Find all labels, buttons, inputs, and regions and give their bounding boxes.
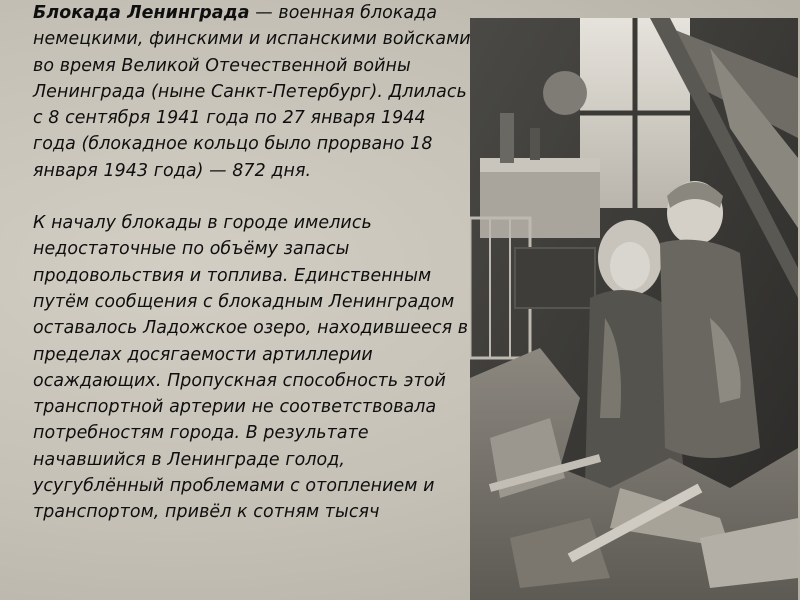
photo-illustration xyxy=(470,18,798,600)
paragraph-1 xyxy=(33,0,473,184)
paragraph-2: К началу блокады в городе имелись недостаточные по объёму запасы продовольствия и топлива. Единственным путём сообщения с блокадным Ленинградом оставалось Ладожское озеро, находившееся в пределах досягаемости артиллерии осаждающих. Пропускная способность этой транспортной артерии не соответствовала потребностям города. В результате начавшийся в Ленинграде голод, усугублённый проблемами с отоплением и транспортом, привёл к сотням тысяч xyxy=(33,213,469,523)
paragraph-1-body: — военная блокада немецкими, финскими и испанскими войсками во время Великой Отечественной войны Ленинграда (ныне Санкт-Петербург). Длилась с 8 сентября 1941 года по 27 января 1944 года (блокадное кольцо было прорвано 18 января 1943 года) — 872 дня. xyxy=(33,3,471,181)
blockade-photo xyxy=(470,18,798,600)
term-bold: Блокада Ленинграда xyxy=(33,3,250,23)
text-block xyxy=(33,0,473,526)
